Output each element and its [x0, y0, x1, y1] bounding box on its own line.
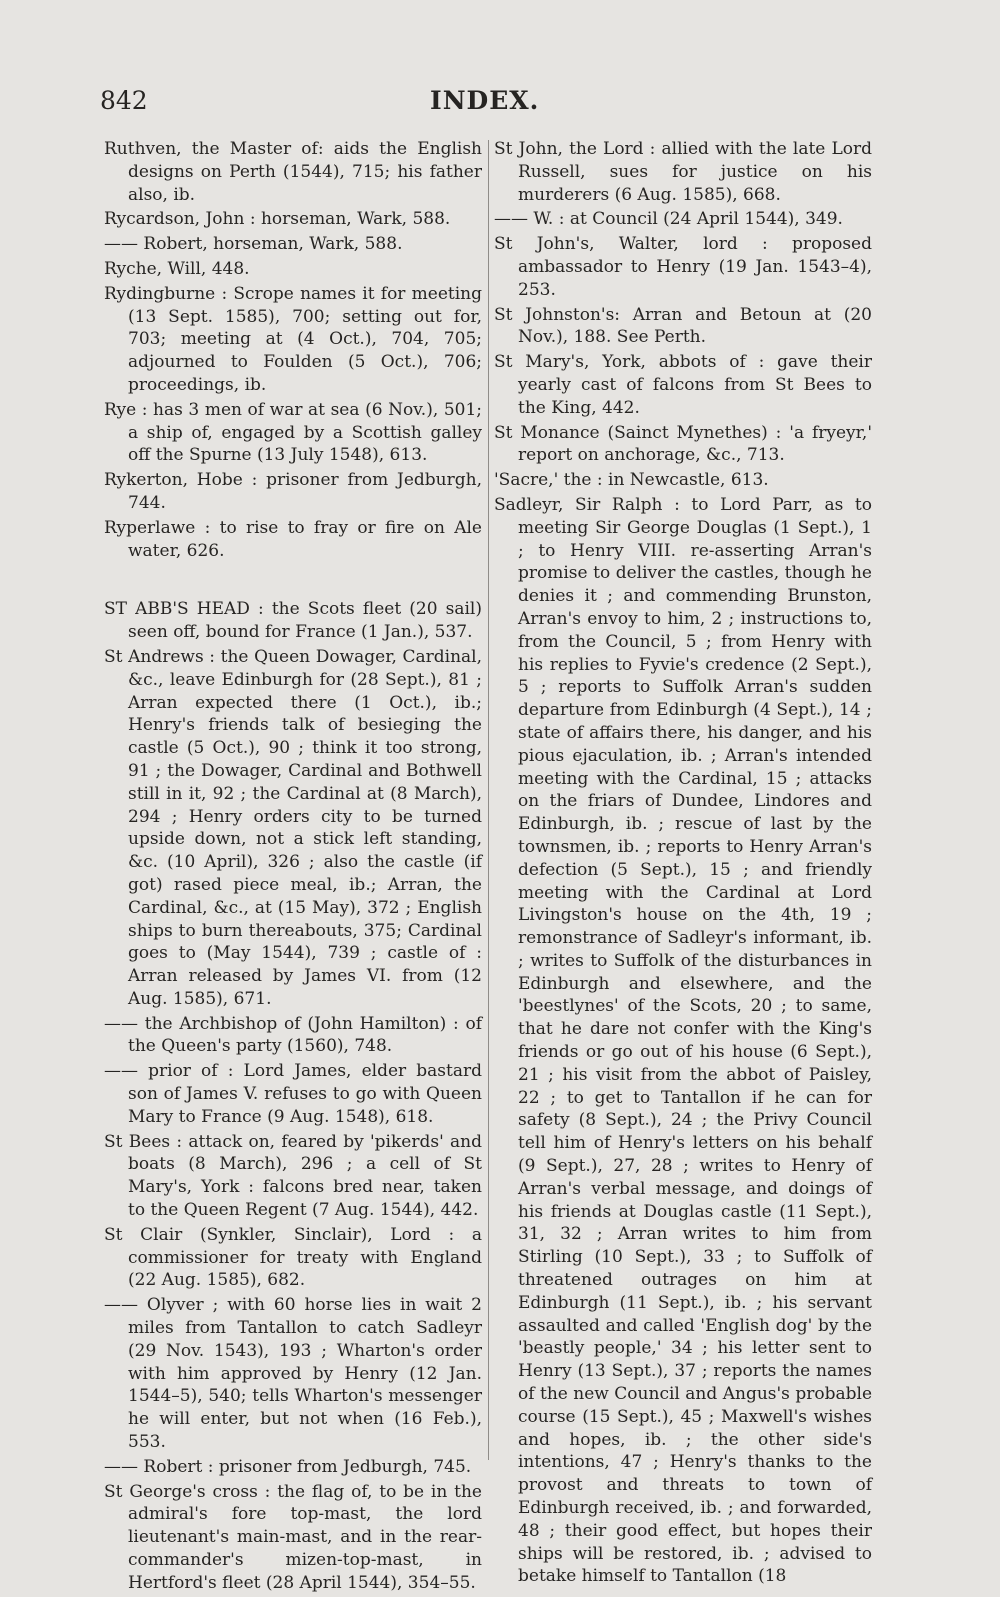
index-entry: St Andrews : the Queen Dowager, Cardinal, &c., leave Edinburgh for (28 Sept.), 81 ; Arran expected there (1 Oct.), ib.; Henry's friends talk of besieging the castle (5 Oct.), 90 ; think it too strong, 91 ; the Dowager, Cardinal and Bothwell still in it, 92 ; the Cardinal at (8 March), 294 ; Henry orders city to be turned upside down, not a stick left standing, &c. (10 April), 326 ; also the castle (if got) rased piece meal, ib.; Arran, the Cardinal, &c., at (15 May), 372 ; English ships to burn thereabouts, 375; Cardinal goes to (May 1544), 739 ; castle of : Arran released by James VI. from (12 Aug. 1585), 671.: [104, 646, 482, 1009]
index-entry: St Johnston's: Arran and Betoun at (20 Nov.), 188. See Perth.: [494, 304, 872, 348]
section-gap: [104, 564, 482, 598]
index-entry: St Monance (Sainct Mynethes) : 'a fryeyr,' report on anchorage, &c., 713.: [494, 422, 872, 466]
index-subentry: —— Robert : prisoner from Jedburgh, 745.: [104, 1456, 472, 1477]
index-entry: St Bees : attack on, feared by 'pikerds' and boats (8 March), 296 ; a cell of St Mary's, York : falcons bred near, taken to the Queen Regent (7 Aug. 1544), 442.: [104, 1131, 482, 1221]
index-subentry: —— Robert, horseman, Wark, 588.: [104, 234, 403, 255]
index-entry: Sadleyr, Sir Ralph : to Lord Parr, as to meeting Sir George Douglas (1 Sept.), 1 ; to Henry VIII. re-asserting Arran's promise to deliver the castles, though he denies it ; and commending Brunston, Arran's envoy to him, 2 ; instructions to, from the Council, 5 ; from Henry with his replies to Fyvie's credence (2 Sept.), 5 ; reports to Suffolk Arran's sudden departure from Edinburgh (4 Sept.), 14 ; state of affairs there, his danger, and his pious ejaculation, ib. ; Arran's intended meeting with the Cardinal, 15 ; attacks on the friars of Dundee, Lindores and Edinburgh, ib. ; rescue of last by the townsmen, ib. ; reports to Henry Arran's defection (5 Sept.), 15 ; and friendly meeting with the Cardinal at Lord Livingston's house on the 4th, 19 ; remonstrance of Sadleyr's informant, ib. ; writes to Suffolk of the disturbances in Edinburgh and elsewhere, and the 'beestlynes' of the Scots, 20 ; to same, that he dare not confer with the King's friends or go out of his house (6 Sept.), 21 ; his visit from the abbot of Paisley, 22 ; to get to Tantallon if he can for safety (8 Sept.), 24 ; the Privy Council tell him of Henry's letters on his behalf (9 Sept.), 27, 28 ; writes to Henry of Arran's verbal message, and doings of his friends at Douglas castle (11 Sept.), 31, 32 ; Arran writes to him from Stirling (10 Sept.), 33 ; to Suffolk of threatened outrages on him at Edinburgh (11 Sept.), ib. ; his servant assaulted and called 'English dog' by the 'beastly people,' 34 ; his letter sent to Henry (13 Sept.), 37 ; reports the names of the new Council and Angus's probable course (15 Sept.), 45 ; Maxwell's wishes and hopes, ib. ; the other side's intentions, 47 ; Henry's thanks to the provost and threats to town of Edinburgh received, ib. ; and forwarded, 48 ; their good effect, but hopes their ships will be restored, ib. ; advised to betake himself to Tantallon (18: [494, 494, 872, 1587]
index-entry: Rykerton, Hobe : prisoner from Jedburgh, 744.: [104, 470, 482, 513]
index-entry: Ryche, Will, 448.: [104, 258, 250, 279]
index-entry: Ryperlawe : to rise to fray or fire on Ale water, 626.: [104, 517, 482, 561]
index-entry: St George's cross : the flag of, to be in the admiral's fore top-mast, the lord lieutenant's main-mast, and in the rear-commander's mizen-top-mast, in Hertford's fleet (28 April 1544), 354–55.: [104, 1481, 482, 1593]
page-number: 842: [100, 86, 148, 115]
index-entry: St John's, Walter, lord : proposed ambassador to Henry (19 Jan. 1543–4), 253.: [494, 234, 872, 300]
index-entry: Ruthven, the Master of: aids the English designs on Perth (1544), 715; his father also, ib.: [104, 139, 482, 205]
left-column: [104, 138, 482, 1597]
index-subentry: —— W. : at Council (24 April 1544), 349.: [494, 209, 843, 230]
index-entry: St John, the Lord : allied with the late Lord Russell, sues for justice on his murderers (6 Aug. 1585), 668.: [494, 139, 872, 205]
index-entry: 'Sacre,' the : in Newcastle, 613.: [494, 470, 769, 491]
index-entry: St Mary's, York, abbots of : gave their yearly cast of falcons from St Bees to the King, 442.: [494, 352, 872, 418]
index-entry: Rydingburne : Scrope names it for meeting (13 Sept. 1585), 700; setting out for, 703; meeting at (4 Oct.), 704, 705; adjourned to Foulden (5 Oct.), 706; proceedings, ib.: [104, 283, 482, 395]
index-entry: Rye : has 3 men of war at sea (6 Nov.), 501; a ship of, engaged by a Scottish galley off the Spurne (13 July 1548), 613.: [104, 399, 482, 466]
column-divider: [488, 140, 489, 1460]
right-column: [494, 138, 872, 1590]
index-entry: Rycardson, John : horseman, Wark, 588.: [104, 209, 451, 230]
index-subentry: —— Olyver ; with 60 horse lies in wait 2 miles from Tantallon to catch Sadleyr (29 Nov. 1543), 193 ; Wharton's order with him approved by Henry (12 Jan. 1544–5), 540; tells Wharton's messenger he will enter, but not when (16 Feb.), 553.: [104, 1295, 482, 1453]
index-entry: ST ABB'S HEAD : the Scots fleet (20 sail) seen off, bound for France (1 Jan.), 537.: [104, 599, 482, 643]
page-title: INDEX.: [430, 86, 540, 115]
index-subentry: —— prior of : Lord James, elder bastard son of James V. refuses to go with Queen Mary to France (9 Aug. 1548), 618.: [104, 1061, 482, 1127]
index-entry: St Clair (Synkler, Sinclair), Lord : a commissioner for treaty with England (22 Aug. 1585), 682.: [104, 1224, 482, 1291]
index-subentry: —— the Archbishop of (John Hamilton) : of the Queen's party (1560), 748.: [104, 1013, 482, 1057]
